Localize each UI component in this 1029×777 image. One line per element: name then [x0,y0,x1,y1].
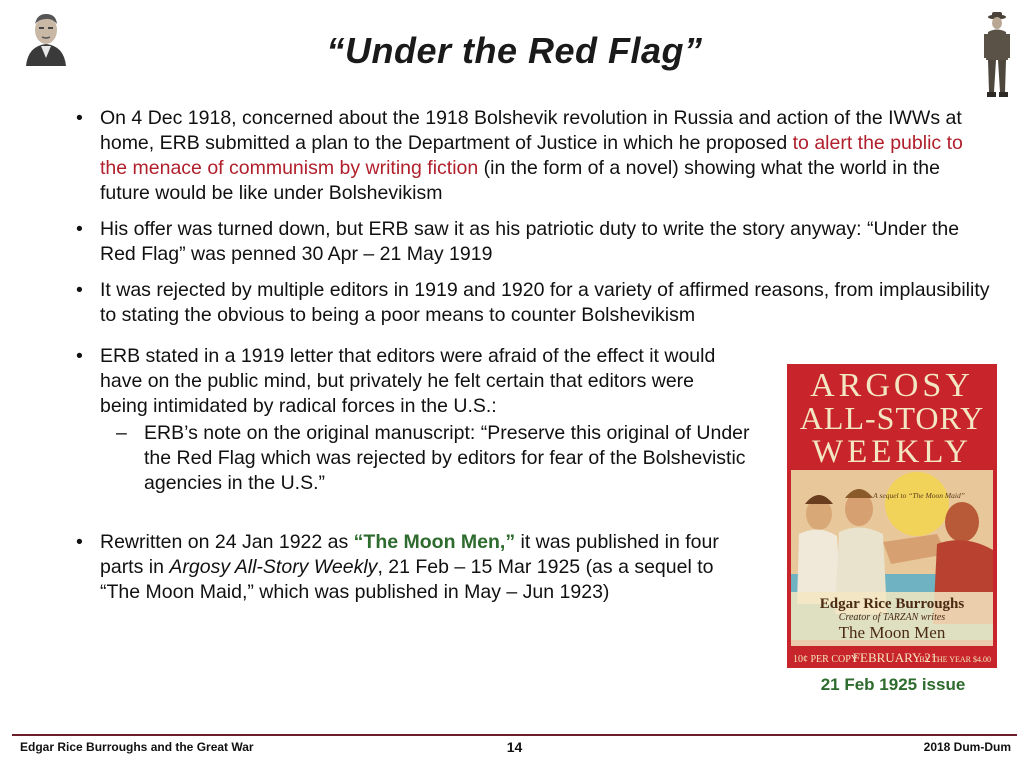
bullet-4-text: ERB stated in a 1919 letter that editors were afraid of the effect it would have on the public mind, but privately he felt certain that editors were being intimidated by radical forces in the U.S.: [100,345,716,417]
bullet-5-magazine: Argosy All-Story Weekly [169,556,378,578]
bullet-dot: • [76,345,83,367]
cover-subscription: BY THE YEAR $4.00 [919,655,991,664]
cover-creator: Creator of TARZAN writes [838,612,946,623]
bullet-item-4 [56,344,740,419]
bullet-1-text-end: (in the form of a novel) showing what the world in the future would be like under Bolshevikism [100,157,940,204]
page-number: 14 [506,739,523,755]
cover-date: FEBRUARY 21 [852,650,938,665]
cover-author: Edgar Rice Burroughs [819,596,965,612]
bullet-item-2 [56,217,980,267]
bullet-4-sub-text: ERB’s note on the original manuscript: “Preserve this original of Under the Red Flag which was rejected by editors for fear of the Bolshevistic agencies in the U.S.” [144,422,750,494]
bullet-1-text: On 4 Dec 1918, concerned about the 1918 Bolshevik revolution in Russia and action of the IWWs at home, ERB submitted a plan to the Department of Justice in which he proposed [100,107,962,154]
bullet-dot: • [76,107,83,129]
bullet-5-text: Rewritten on 24 Jan 1922 as [100,531,354,553]
bullet-item-5 [56,530,750,605]
slide-title: “Under the Red Flag” [326,30,703,71]
dash-marker: – [116,422,127,444]
footer-rule [12,734,1017,736]
cover-story-title: The Moon Men [838,623,946,642]
bullet-5-text-end: , 21 Feb – 15 Mar 1925 (as a sequel to “The Moon Maid,” which was published in May – Jun 1923) [100,556,714,603]
bullet-4-subitem [56,421,774,496]
cover-sequel: A sequel to “The Moon Maid” [873,491,965,500]
cover-title-1: ARGOSY [810,367,974,404]
bullet-3-text: It was rejected by multiple editors in 1919 and 1920 for a variety of affirmed reasons, from implausibility to stating the obvious to being a poor means to counter Bolshevikism [100,279,990,326]
cover-title-3: WEEKLY [812,434,972,470]
bullet-dot: • [76,279,83,301]
bullet-5-highlight: “The Moon Men,” [353,531,516,553]
cover-caption: 21 Feb 1925 issue [820,675,966,694]
magazine-cover-image [787,364,997,668]
bullet-item-3 [56,278,990,328]
bullet-item-1 [56,106,980,206]
bullet-dot: • [76,531,83,553]
bullet-2-text: His offer was turned down, but ERB saw it as his patriotic duty to write the story anyway: “Under the Red Flag” was penned 30 Apr – 21 May 1919 [100,218,960,265]
cover-title-2: ALL-STORY [799,400,985,436]
footer-left: Edgar Rice Burroughs and the Great War [20,740,254,754]
bullet-5-text-mid: it was published in four parts in [100,531,719,578]
cover-price: 10¢ PER COPY [793,654,859,665]
footer-right: 2018 Dum-Dum [923,740,1011,754]
bullet-1-highlight: to alert the public to the menace of communism by writing fiction [100,132,963,179]
bullet-dot: • [76,218,83,240]
